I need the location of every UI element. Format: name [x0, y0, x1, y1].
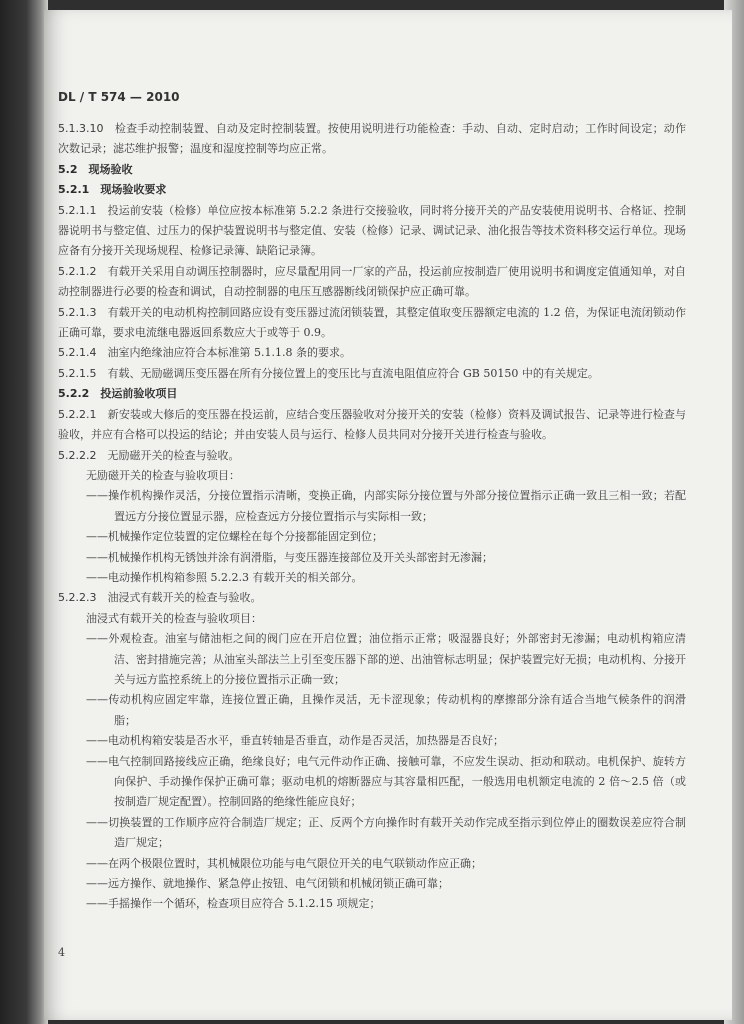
clause-number: 5.2.1	[58, 183, 90, 197]
section-heading-5-2-1	[58, 180, 686, 200]
clause-number: 5.2.1.4	[58, 346, 97, 360]
list-item: ——电动操作机构箱参照 5.2.2.3 有载开关的相关部分。	[86, 570, 363, 584]
clause-number: 5.2.1.5	[58, 366, 97, 380]
list-item: ——机械操作机构无锈蚀并涂有润滑脂，与变压器连接部位及开关头部密封无渗漏；	[86, 550, 493, 564]
list-item: ——切换装置的工作顺序应符合制造厂规定；正、反两个方向操作时有载开关动作完成至指示到位停止的圈数误差应符合制造厂规定；	[86, 815, 686, 850]
clause-5-2-1-4	[58, 343, 686, 363]
clause-number: 5.1.3.10	[58, 122, 104, 135]
section-heading-5-2	[58, 160, 686, 180]
clause-number: 5.2.2.3	[58, 591, 97, 605]
list-item: ——在两个极限位置时，其机械限位功能与电气限位开关的电气联锁动作应正确；	[86, 856, 482, 870]
clause-text: 检查手动控制装置、自动及定时控制装置。按使用说明进行功能检查：手动、自动、定时启动；工作时间设定；动作次数记录；滤芯维护报警；温度和湿度控制等均应正常。	[58, 122, 686, 156]
clause-text: 油室内绝缘油应符合本标准第 5.1.1.8 条的要求。	[107, 346, 351, 360]
section-title: 现场验收	[88, 162, 133, 176]
list-intro: 油浸式有载开关的检查与验收项目：	[86, 611, 262, 625]
list-item: ——远方操作、就地操作、紧急停止按钮、电气闭锁和机械闭锁正确可靠；	[86, 877, 449, 891]
list-item: ——电气控制回路接线应正确，绝缘良好；电气元件动作正确、接触可靠，不应发生误动、拒动和联动。电机保护、旋转方向保护、手动操作保护正确可靠；驱动电机的熔断器应与其容量相匹配，一般选用电机额定电流的 2 倍～2.5 倍（或按制造厂规定配置）。控制回路的绝缘性能应良好；	[86, 754, 686, 809]
scan-binding-shadow	[0, 0, 48, 1024]
clause-text: 投运前安装（检修）单位应按本标准第 5.2.2 条进行交接验收，同时将分接开关的产品安装使用说明书、合格证、控制器说明书与整定值、过压力的保护装置说明书与整定值、安装（检修）记录、调试记录、油化报告等技术资料移交运行单位。现场应备有分接开关现场规程、检修记录簿、缺陷记录簿。	[58, 203, 687, 258]
clause-5-2-1-3	[58, 303, 686, 344]
clause-text: 无励磁开关的检查与验收。	[107, 448, 240, 462]
list-item: ——传动机构应固定牢靠，连接位置正确，且操作灵活，无卡涩现象；传动机构的摩擦部分涂有适合当地气候条件的润滑脂；	[86, 693, 686, 727]
clause-number: 5.2	[58, 162, 78, 176]
clause-number: 5.2.1.1	[58, 203, 97, 217]
clause-5-2-1-1	[58, 201, 686, 262]
clause-5-2-2-2	[58, 446, 686, 466]
clause-text: 有载开关采用自动调压控制器时，应尽量配用同一厂家的产品，投运前应按制造厂使用说明书和调度定值通知单，对自动控制器进行必要的检查和调试，自动控制器的电压互感器断线闭锁保护应正确可靠。	[58, 264, 687, 299]
clause-5-2-2-1	[58, 405, 686, 446]
section-title: 现场验收要求	[100, 183, 167, 197]
clause-text: 有载、无励磁调压变压器在所有分接位置上的变压比与直流电阻值应符合 GB 50150 中的有关规定。	[107, 366, 599, 380]
section-heading-5-2-2	[58, 384, 686, 404]
clause-text: 新安装或大修后的变压器在投运前，应结合变压器验收对分接开关的安装（检修）资料及调试报告、记录等进行检查与验收，并应有合格可以投运的结论；并由安装人员与运行、检修人员共同对分接开关进行检查与验收。	[58, 407, 687, 442]
section-title: 投运前验收项目	[100, 387, 178, 401]
clause-text: 油浸式有载开关的检查与验收。	[107, 591, 262, 605]
clause-5-1-3-10	[58, 119, 686, 160]
list-item: ——外观检查。油室与储油柜之间的阀门应在开启位置；油位指示正常；吸湿器良好；外部密封无渗漏；电动机构箱应清洁、密封措施完善；从油室头部法兰上引至变压器下部的逆、出油管标志明显；保护装置完好无损；电动机构、分接开关与远方监控系统上的分接位置指示正确一致；	[86, 632, 686, 686]
list-item: ——电动机构箱安装是否水平，垂直转轴是否垂直，动作是否灵活，加热器是否良好；	[86, 734, 504, 748]
clause-text: 有载开关的电动机构控制回路应设有变压器过流闭锁装置，其整定值取变压器额定电流的 1.2 倍，为保证电流闭锁动作正确可靠，要求电流继电器返回系数应大于或等于 0.9。	[58, 305, 687, 340]
document-header: DL / T 574 — 2010	[58, 90, 180, 104]
document-body	[58, 119, 686, 915]
list-item: ——机械操作定位装置的定位螺栓在每个分接都能固定到位；	[86, 530, 383, 544]
clause-number: 5.2.2.1	[58, 407, 97, 421]
list-item: ——操作机构操作灵活，分接位置指示清晰，变换正确，内部实际分接位置与外部分接位置指示正确一致且三相一致；若配置远方分接位置显示器，应检查远方分接位置指示与实际相一致；	[86, 489, 686, 523]
list-intro: 无励磁开关的检查与验收项目：	[86, 468, 240, 482]
clause-number: 5.2.2.2	[58, 448, 97, 462]
clause-5-2-2-3	[58, 588, 686, 608]
clause-number: 5.2.1.2	[58, 264, 97, 278]
clause-5-2-1-2	[58, 262, 686, 303]
list-item: ——手摇操作一个循环，检查项目应符合 5.1.2.15 项规定；	[86, 897, 381, 911]
page-number: 4	[58, 946, 65, 959]
clause-number: 5.2.1.3	[58, 305, 97, 319]
clause-number: 5.2.2	[58, 387, 90, 401]
clause-5-2-1-5	[58, 364, 686, 384]
